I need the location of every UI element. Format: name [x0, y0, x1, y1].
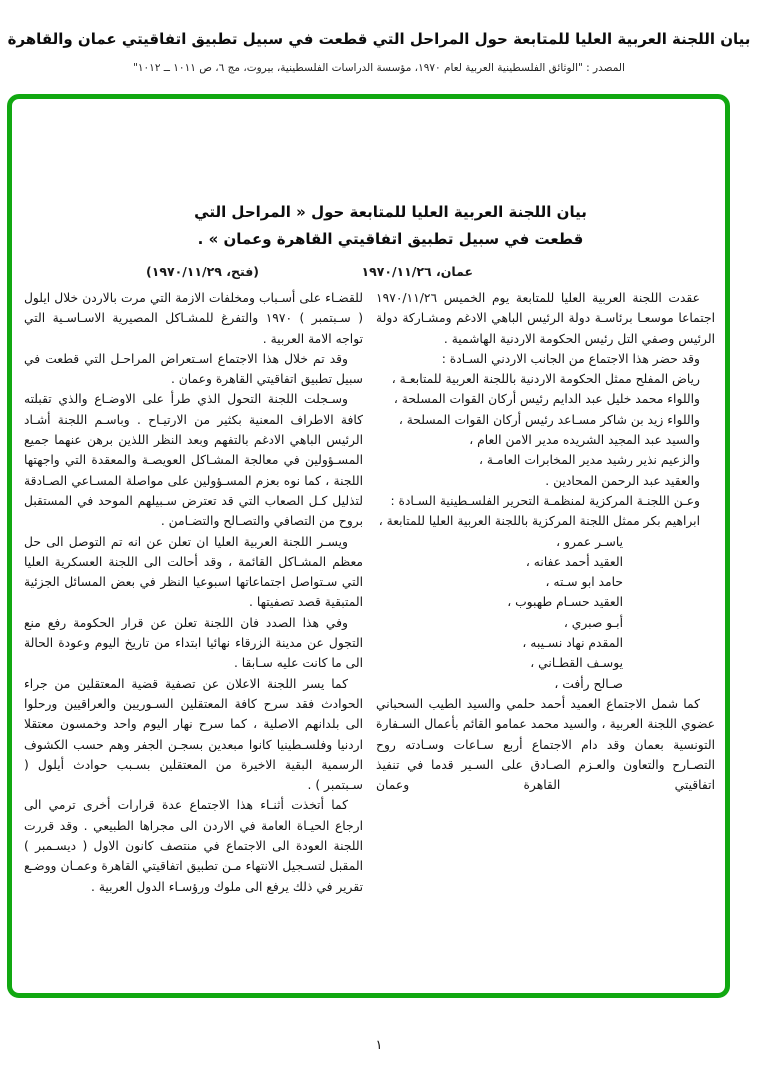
plo-name: حامد ابو سـته ، — [545, 575, 623, 590]
body-columns — [12, 288, 725, 897]
page-number: ١ — [375, 1038, 383, 1053]
green-document-frame — [7, 94, 730, 998]
plo-name: ياسـر عمرو ، — [556, 534, 623, 549]
plo-name: صـالح رأفت ، — [554, 676, 623, 691]
jordan-member: واللواء زيد بن شاكر مسـاعد رئيس أركان القوات المسلحة ، — [398, 412, 700, 427]
column-left — [24, 288, 363, 897]
paragraph-continuation: للقضـاء على أسـباب ومخلفات الازمة التي مرت بالاردن خلال ايلول ( سـبتمبر ) ١٩٧٠ والتفرغ للمشـاكل المصيرية الاسـاسـية التي تواجه الامة العربية . — [24, 291, 363, 346]
jordan-member: رياض المفلح ممثل الحكومة الاردنية باللجنة العربية للمتابعـة ، — [391, 372, 700, 387]
date-row — [12, 264, 725, 279]
column-right — [376, 288, 715, 897]
plo-name: يوسـف القطـاني ، — [530, 656, 623, 671]
plo-name: أبـو صبري ، — [563, 615, 623, 630]
statement-title-line2: قطعت في سبيل تطبيق اتفاقيتي القاهرة وعمان » . — [197, 230, 584, 248]
paragraph-opening: عقدت اللجنة العربية العليا للمتابعة يوم الخميس ١٩٧٠/١١/٢٦ اجتماعا موسعـا برئاسـة دولة الرئيس الباهي الادغم ومشـاركة دولة الرئيس وصفي التل رئيس الحكومة الاردنية الهاشمية . — [376, 291, 715, 346]
paragraph-decisions: كما أتخذت أثنـاء هذا الاجتماع عدة قرارات أخرى ترمي الى ارجاع الحيـاة العامة في الاردن الى مجراها الطبيعي . وقد قررت اللجنة العودة الى الاجتماع في منتصف كانون الاول ( ديسـمبر ) المقبل لتسـجيل الانتهاء مـن تطبيق اتفاقيتي القاهرة وعمـان ووضـع تقرير في ذلك يرفع الى ملوك ورؤسـاء الدول العربية . — [24, 798, 363, 894]
plo-name: العقيد حسـام طهبوب ، — [507, 595, 623, 610]
statement-title — [34, 199, 730, 253]
document-header-title: بيان اللجنة العربية العليا للمتابعة حول المراحل التي قطعت في سبيل تطبيق اتفاقيتي عمان والقاهرة — [7, 30, 751, 48]
jordan-member: والزعيم نذير رشيد مدير المخابرات العامـة ، — [478, 453, 700, 468]
paragraph-detainees: كما يسر اللجنة الاعلان عن تصفية قضية المعتقلين من جراء الحوادث فقد سرح كافة المعتقلين السـوريين والعراقيين ورحلوا الى بلدانهم الاصلية ، كما سرح نهار اليوم واحد وخمسون معتقلا اردنيا وفلسـطينيا كانوا مبعدين بسجـن الجفر وهم حسب الكشوف الرسمية البقية الاخيرة من المعتقلين بسـبب حوادث أيلول ( سـبتمبر ) . — [24, 676, 363, 793]
paragraph-plo-intro: وعـن اللجنـة المركزية لمنظمـة التحرير الفلسـطينية السـادة : — [390, 493, 700, 508]
date-fatah: (فتح، ١٩٧٠/١١/٢٩) — [146, 264, 259, 279]
statement-title-line1: بيان اللجنة العربية العليا للمتابعة حول « المراحل التي — [194, 203, 587, 221]
paragraph-attendees-intro: وقد حضر هذا الاجتماع من الجانب الاردني السـادة : — [441, 351, 700, 366]
jordan-member: والسيد عبد المجيد الشريده مدير الامن العام ، — [469, 433, 700, 448]
plo-name: المقدم نهاد نسـيبه ، — [522, 636, 623, 651]
jordan-member: واللواء محمد خليل عبد الدايم رئيس أركان القوات المسلحة ، — [393, 392, 700, 407]
paragraph-review: وقد تم خلال هذا الاجتماع اسـتعراض المراحـل التي قطعت في سبيل تطبيق اتفاقيتي القاهرة وعمان . — [24, 351, 363, 387]
source-citation: المصدر : "الوثائق الفلسطينية العربية لعام ١٩٧٠، مؤسسة الدراسات الفلسطينية، بيروت، مج ٦، ص ١٠١١ ــ ١٠١٢" — [133, 62, 625, 74]
plo-name: العقيد أحمد عفانه ، — [525, 554, 623, 569]
paragraph-transformation: وسـجلت اللجنة التحول الذي طرأ على الاوضـاع والذي تقبلته كافة الاطراف المعنية بكثير من الارتيـاح . وباسـم اللجنة أشـاد الرئيس الباهي الادغم بالتفهم وبعد النظر اللذين برهن عنهما جميع المسـؤولين في معالجة المشـاكل العويصـة والمعقدة التي واجهتها اللجنة ، كما نوه بعزم المسـؤولين على مواصلة المسـاعي الصـادقة لتذليل كـل الصعاب التي قد تعترض سـبيلهم الموحد في المستقبل بروح من التصافي والتصـالح والتضـامن . — [24, 392, 363, 529]
paragraph-meeting-summary: كما شمل الاجتماع العميد أحمد حلمي والسيد الطيب السحباني عضوي اللجنة العربية ، والسيد محمد عمامو القائم بأعمال السـفارة التونسية بعمان وقد دام الاجتماع أربع سـاعات وسـادته روح التصـارح والتعاون والعـزم الصـادق على السـير قدما في تنفيذ اتفاقيتي القاهرة وعمان — [376, 696, 715, 793]
date-amman: عمان، ١٩٧٠/١١/٢٦ — [361, 264, 473, 279]
paragraph-resolution: ويسـر اللجنة العربية العليا ان تعلن عن انه تم التوصل الى حل معظم المشـاكل القائمة ، وقد أحالت الى اللجنة العسكرية العليا التي سـتواصل اجتماعاتها اسبوعيا النظر في بعض المسائل الجزئية المتبقية قصد تصفيتها . — [24, 534, 363, 610]
plo-representative: ابراهيم بكر ممثل اللجنة المركزية باللجنة العربية العليا للمتابعة ، — [378, 514, 700, 529]
jordan-member: والعقيد عبد الرحمن المحادين . — [545, 473, 700, 488]
paragraph-curfew: وفي هذا الصدد فان اللجنة تعلن عن قرار الحكومة رفع منع التجول عن مدينة الزرقاء نهائيا ابتداء من تاريخ اليوم وعودة الحالة الى ما كانت عليه سـابقا . — [24, 615, 363, 671]
